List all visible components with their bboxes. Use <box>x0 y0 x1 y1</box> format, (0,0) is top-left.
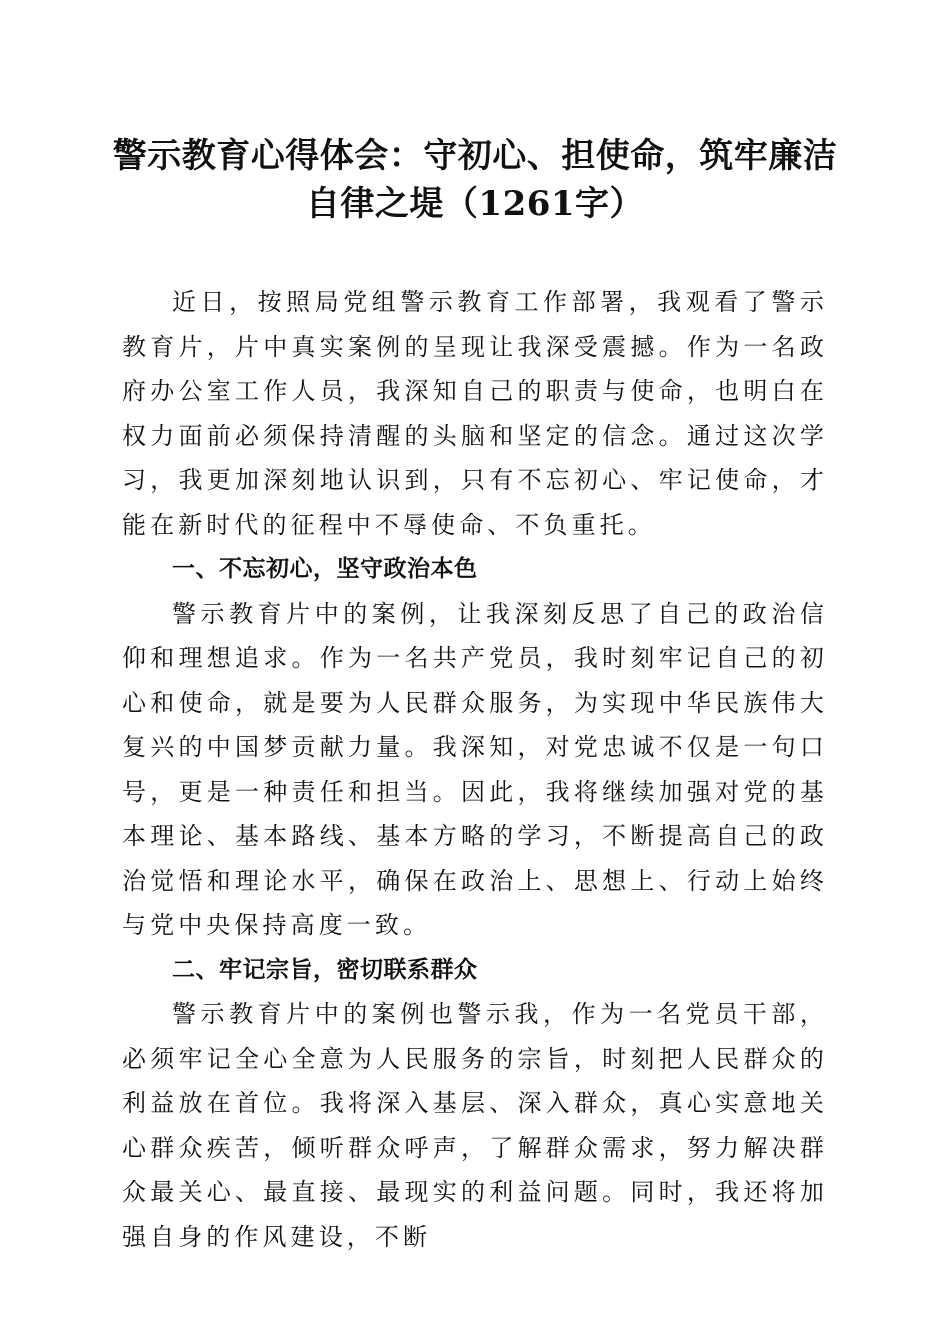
section-heading-2: 二、牢记宗旨，密切联系群众 <box>172 956 478 983</box>
document-title: 警示教育心得体会：守初心、担使命，筑牢廉洁自律之堤（1261字） <box>112 136 838 224</box>
section-paragraph-2: 警示教育片中的案例也警示我，作为一名党员干部，必须牢记全心全意为人民服务的宗旨，时刻把人民群众的利益放在首位。我将深入基层、深入群众，真心实意地关心群众疾苦，倾听群众呼声，了解群众需求，努力解决群众最关心、最直接、最现实的利益问题。同时，我还将加强自身的作风建设，不断 <box>122 1000 828 1251</box>
section-paragraph-1: 警示教育片中的案例，让我深刻反思了自己的政治信仰和理想追求。作为一名共产党员，我时刻牢记自己的初心和使命，就是要为人民群众服务，为实现中华民族伟大复兴的中国梦贡献力量。我深知，对党忠诚不仅是一句口号，更是一种责任和担当。因此，我将继续加强对党的基本理论、基本路线、基本方略的学习，不断提高自己的政治觉悟和理论水平，确保在政治上、思想上、行动上始终与党中央保持高度一致。 <box>122 599 828 939</box>
section-heading-1: 一、不忘初心，坚守政治本色 <box>172 556 478 582</box>
document-body <box>122 280 828 1259</box>
intro-paragraph: 近日，按照局党组警示教育工作部署，我观看了警示教育片，片中真实案例的呈现让我深受震撼。作为一名政府办公室工作人员，我深知自己的职责与使命，也明白在权力面前必须保持清醒的头脑和坚定的信念。通过这次学习，我更加深刻地认识到，只有不忘初心、牢记使命，才能在新时代的征程中不辱使命、不负重托。 <box>122 288 828 539</box>
